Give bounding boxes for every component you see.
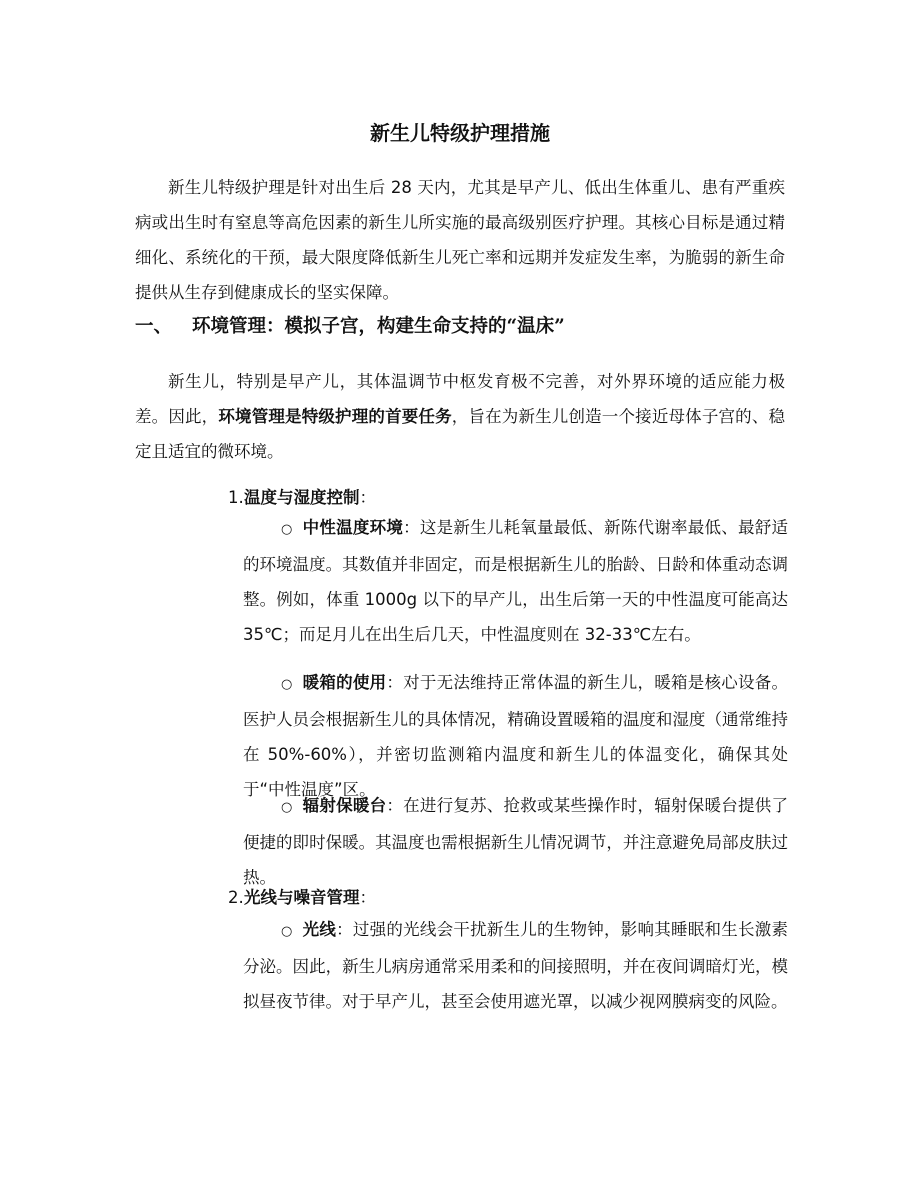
sub-item-text: ：在进行复苏、抢救或某些操作时，辐射保暖台提供了便捷的即时保暖。其温度也需根据新生儿情况调节，并注意避免局部皮肤过热。	[243, 796, 789, 887]
list-item-number: 1.	[228, 488, 244, 507]
circle-bullet-icon: ○	[281, 924, 293, 939]
sub-item	[243, 510, 788, 652]
circle-bullet-icon: ○	[281, 522, 293, 537]
sub-item-label: 光线	[302, 920, 337, 939]
list-item	[228, 880, 788, 915]
sub-item-text: ：对于无法维持正常体温的新生儿，暖箱是核心设备。医护人员会根据新生儿的具体情况，精确设置暖箱的温度和湿度（通常维持在 50%-60%），并密切监测箱内温度和新生儿的体温变化，确保其处于“中性温度”区。	[243, 673, 789, 799]
circle-bullet-icon: ○	[281, 677, 293, 692]
section-paragraph-post: ，旨在为新生儿创造一个接近母体子宫的、稳定且适宜的微环境。	[135, 407, 786, 461]
document-title: 新生儿特级护理措施	[370, 121, 550, 145]
sub-item	[243, 912, 788, 1019]
section-paragraph-pre: 新生儿，特别是早产儿，其体温调节中枢发育极不完善，对外界环境的适应能力极差。因此，	[135, 372, 785, 426]
sub-item-label: 中性温度环境	[302, 518, 404, 537]
sub-item-text: ：这是新生儿耗氧量最低、新陈代谢率最低、最舒适的环境温度。其数值并非固定，而是根据新生儿的胎龄、日龄和体重动态调整。例如，体重 1000g 以下的早产儿，出生后第一天的中性温度可能高达 35℃；而足月儿在出生后几天，中性温度则在 32-33℃左右。	[243, 518, 789, 644]
list-item-colon: ：	[359, 488, 376, 507]
sub-item-label: 暖箱的使用	[302, 673, 387, 692]
list-item-label: 温度与湿度控制	[244, 488, 360, 507]
sub-item-text: ：过强的光线会干扰新生儿的生物钟，影响其睡眠和生长激素分泌。因此，新生儿病房通常采用柔和的间接照明，并在夜间调暗灯光，模拟昼夜节律。对于早产儿，甚至会使用遮光罩，以减少视网膜病变的风险。	[243, 920, 789, 1011]
sub-item	[243, 788, 788, 895]
section-paragraph	[135, 364, 785, 469]
list-item-label: 光线与噪音管理	[244, 888, 360, 907]
sub-item-label: 辐射保暖台	[302, 796, 387, 815]
section-paragraph-bold: 环境管理是特级护理的首要任务	[218, 407, 452, 426]
list-item-number: 2.	[228, 888, 244, 907]
section-heading-text: 环境管理：模拟子宫，构建生命支持的“温床”	[192, 316, 565, 337]
circle-bullet-icon: ○	[281, 800, 293, 815]
section-number: 一、	[135, 316, 173, 337]
intro-paragraph: 新生儿特级护理是针对出生后 28 天内，尤其是早产儿、低出生体重儿、患有严重疾病或出生时有窒息等高危因素的新生儿所实施的最高级别医疗护理。其核心目标是通过精细化、系统化的干预，最大限度降低新生儿死亡率和远期并发症发生率，为脆弱的新生命提供从生存到健康成长的坚实保障。	[135, 178, 785, 302]
section-heading	[135, 310, 785, 344]
sub-item	[243, 665, 788, 807]
list-item-colon: ：	[359, 888, 376, 907]
